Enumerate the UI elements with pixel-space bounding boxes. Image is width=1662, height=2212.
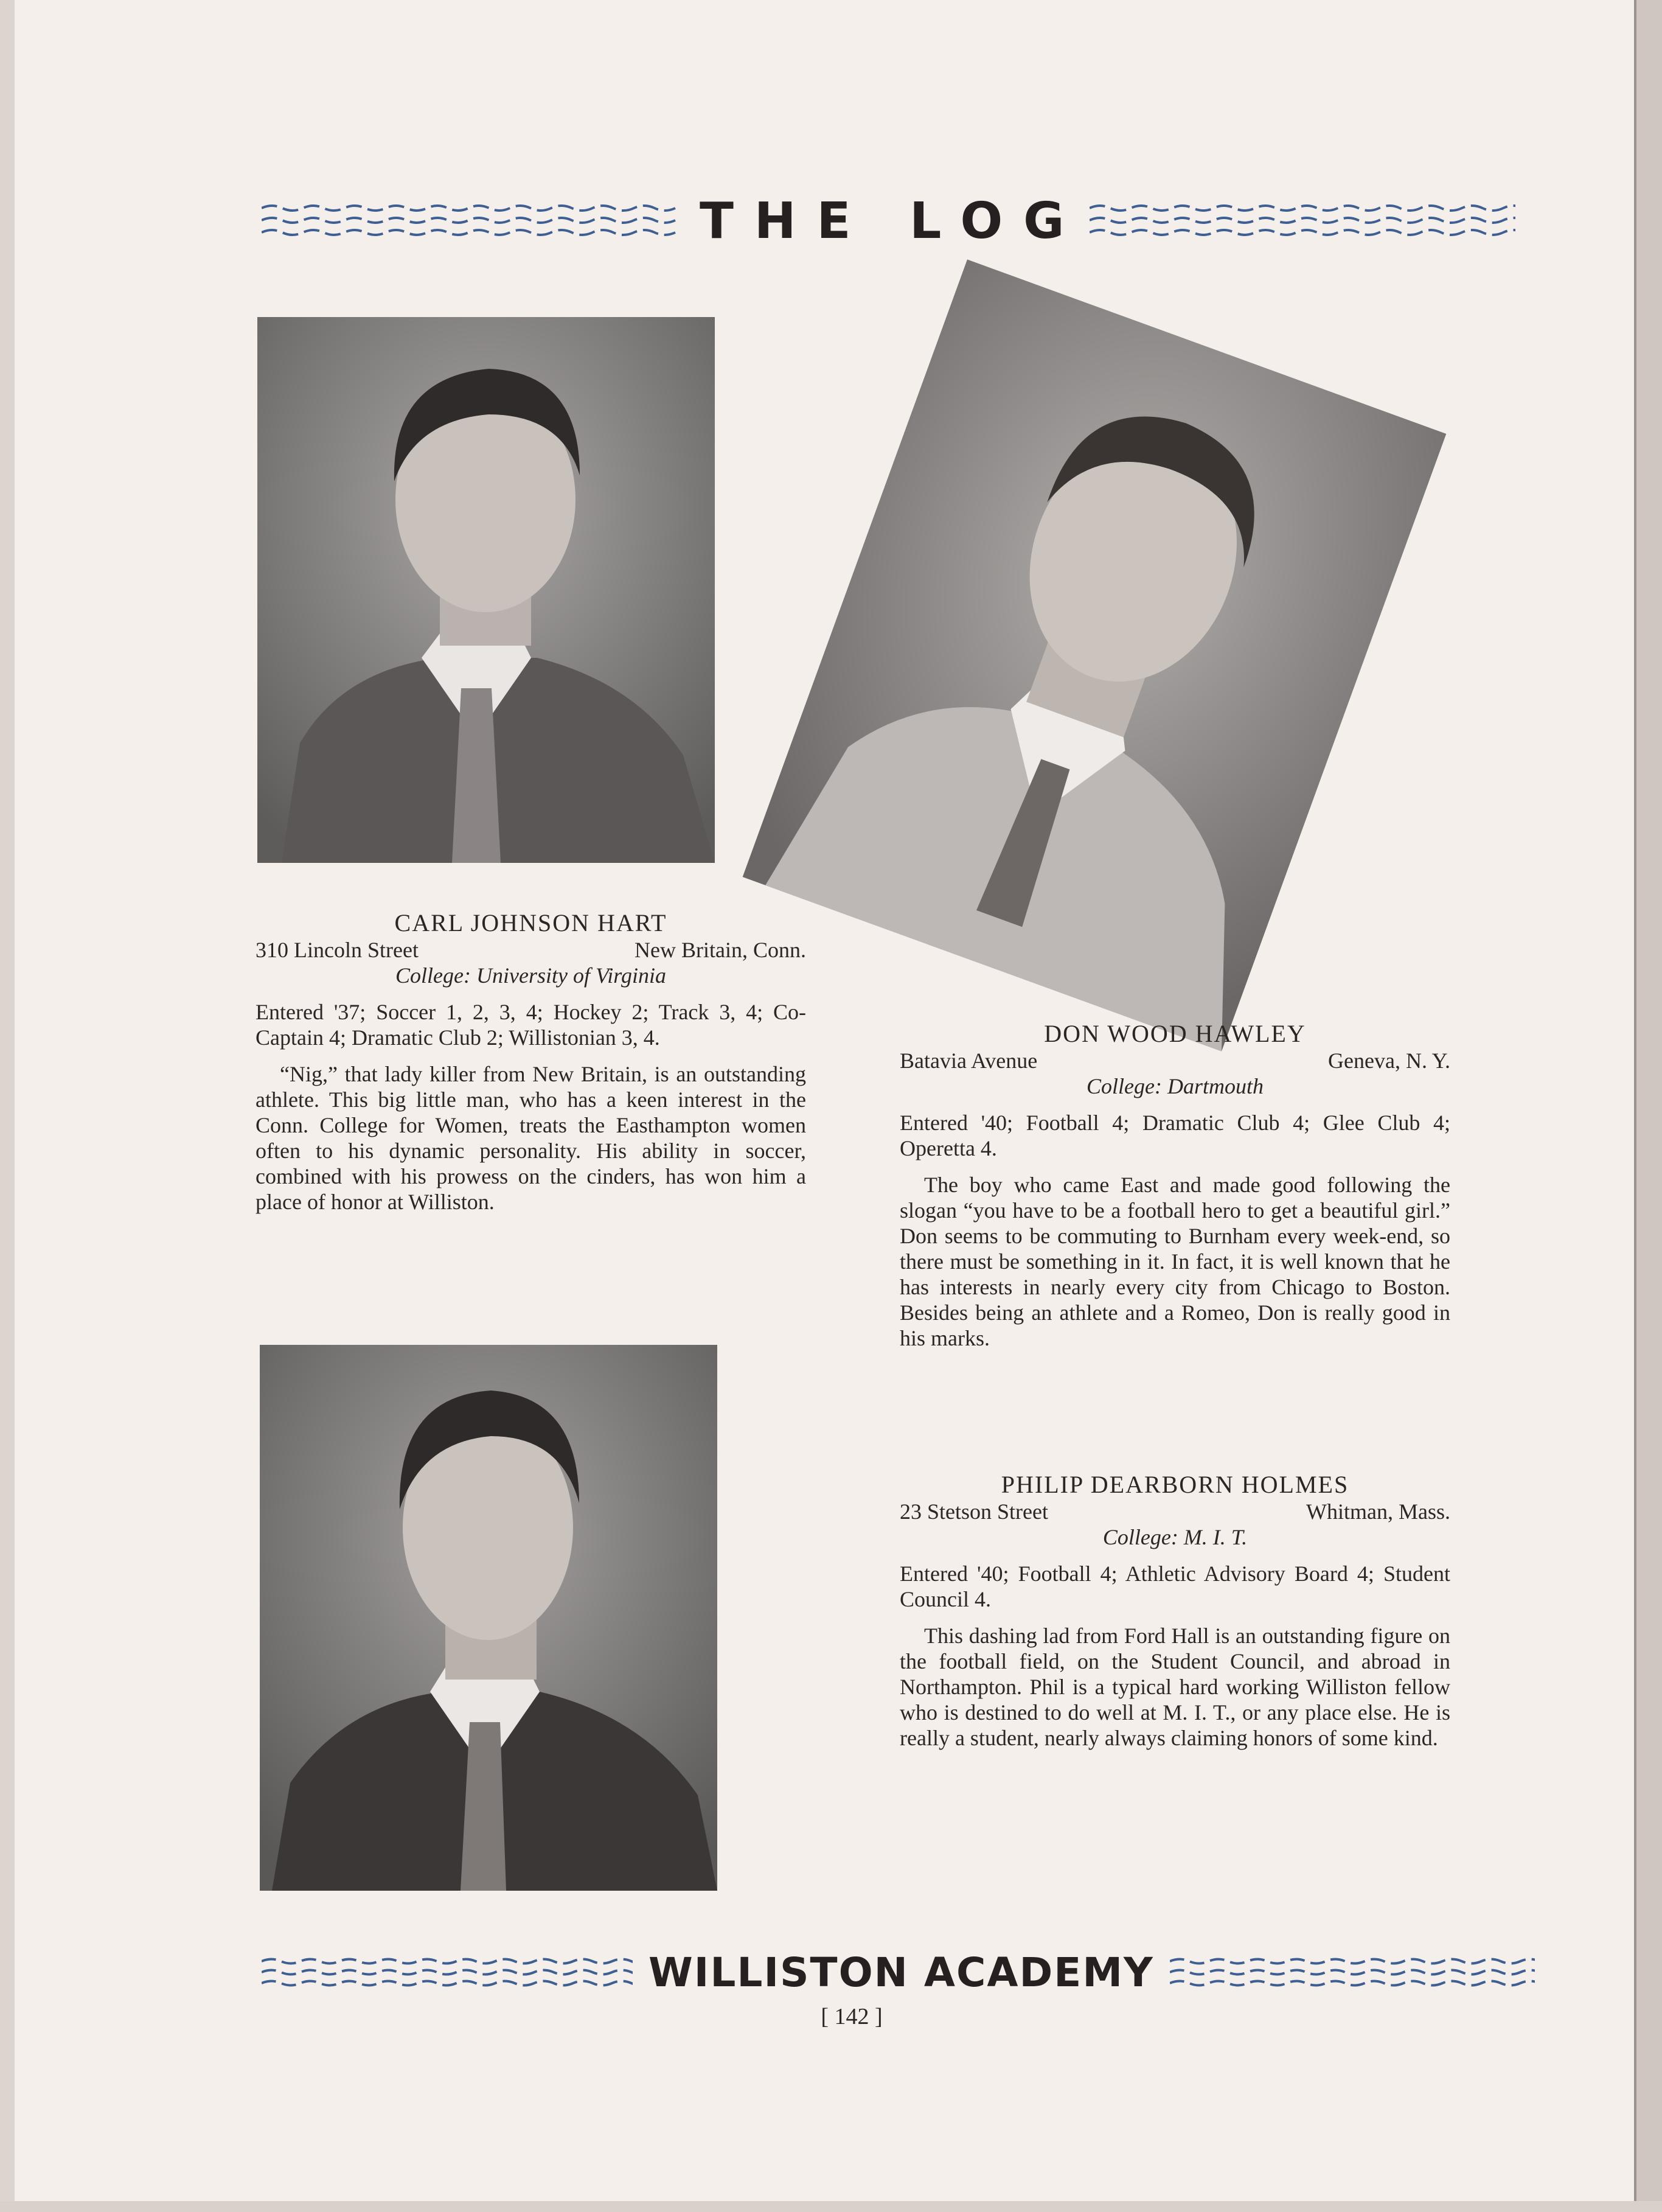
header-title: THE LOG bbox=[700, 192, 1085, 250]
footer-banner bbox=[262, 1945, 1535, 2000]
activities-paragraph: Entered '37; Soccer 1, 2, 3, 4; Hockey 2; Track 3, 4; Co-Captain 4; Dramatic Club 2; Willistonian 3, 4. bbox=[256, 1000, 806, 1050]
student-name: PHILIP DEARBORN HOLMES bbox=[1001, 1471, 1349, 1498]
wave-ornament-left bbox=[262, 200, 681, 242]
college-line: College: M. I. T. bbox=[1102, 1525, 1248, 1549]
page-number: [ 142 ] bbox=[821, 2004, 883, 2029]
street-address: 310 Lincoln Street bbox=[256, 938, 419, 962]
city-address: Whitman, Mass. bbox=[1306, 1499, 1450, 1524]
college-line: College: University of Virginia bbox=[395, 963, 666, 988]
street-address: Batavia Avenue bbox=[900, 1048, 1038, 1073]
wave-ornament-right bbox=[1170, 1954, 1535, 1990]
wave-ornament-left bbox=[262, 1954, 633, 1990]
address-line bbox=[256, 937, 806, 963]
activities-paragraph: Entered '40; Football 4; Dramatic Club 4; Glee Club 4; Operetta 4. bbox=[900, 1111, 1450, 1160]
activities-paragraph: Entered '40; Football 4; Athletic Advisory Board 4; Student Council 4. bbox=[900, 1561, 1450, 1611]
street-address: 23 Stetson Street bbox=[900, 1499, 1048, 1524]
footer-title: WILLISTON ACADEMY bbox=[648, 1949, 1154, 1996]
student-name: DON WOOD HAWLEY bbox=[1044, 1020, 1306, 1047]
page-edge-bottom bbox=[0, 2201, 1662, 2212]
address-line bbox=[900, 1499, 1450, 1524]
bio-paragraph: The boy who came East and made good following the slogan “you have to be a football hero to get a beautiful girl.” Don seems to be commuting to Burnham every week-end, so there must be something in it. In fact, it is well known that he has interests in nearly every city from Chicago to Boston. Besides being an athlete and a Romeo, Don is really good in his marks. bbox=[900, 1173, 1450, 1350]
wave-ornament-right bbox=[1090, 200, 1515, 242]
header-banner bbox=[262, 194, 1515, 248]
portrait-photo-hart bbox=[257, 317, 715, 863]
student-name: CARL JOHNSON HART bbox=[394, 909, 667, 937]
page-edge-right bbox=[1634, 0, 1662, 2212]
bio-paragraph: This dashing lad from Ford Hall is an outstanding figure on the football field, on the Student Council, and abroad in Northampton. Phil is a typical hard working Williston fellow who is destined to do well at M. I. T., or any place else. He is really a student, nearly always claiming honors of some kind. bbox=[900, 1624, 1450, 1750]
entry-carl-johnson-hart bbox=[256, 910, 806, 1215]
city-address: Geneva, N. Y. bbox=[1328, 1048, 1450, 1073]
entry-philip-dearborn-holmes bbox=[900, 1472, 1450, 1751]
city-address: New Britain, Conn. bbox=[635, 938, 806, 962]
entry-don-wood-hawley bbox=[900, 1021, 1450, 1351]
bio-paragraph: “Nig,” that lady killer from New Britain, is an outstanding athlete. This big little man, who has a keen interest in the Conn. College for Women, treats the Easthampton women often to his dynamic personality. His ability in soccer, combined with his prowess on the cinders, has won him a place of honor at Williston. bbox=[256, 1062, 806, 1214]
portrait-photo-holmes bbox=[260, 1345, 717, 1891]
address-line bbox=[900, 1048, 1450, 1073]
portrait-photo-hawley bbox=[743, 259, 1447, 1051]
college-line: College: Dartmouth bbox=[1087, 1074, 1264, 1098]
page-edge-left bbox=[0, 0, 15, 2212]
